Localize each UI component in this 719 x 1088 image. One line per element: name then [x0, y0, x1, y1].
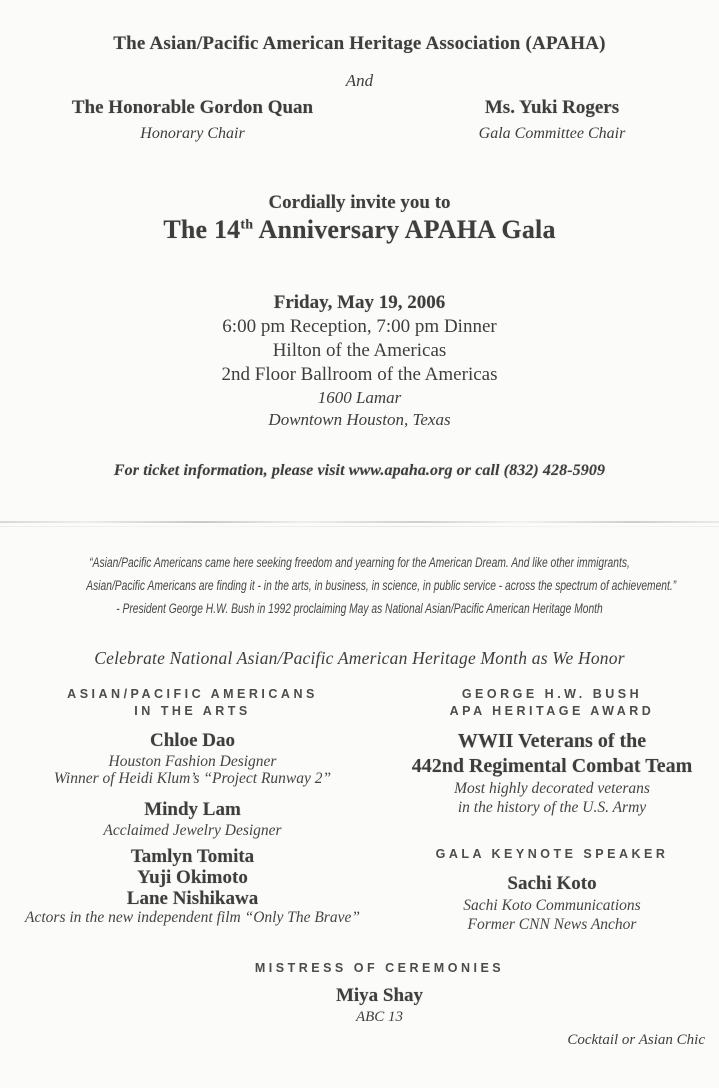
honoree-detail: Former CNN News Anchor	[467, 916, 637, 933]
honoree-name: Lane Nishikawa	[126, 888, 259, 909]
honoree-detail: in the history of the U.S. Army	[457, 799, 647, 816]
honorary-chair-title: Honorary Chair	[140, 125, 245, 142]
mistress-header: MISTRESS OF CEREMONIES	[254, 961, 505, 975]
event-city: Downtown Houston, Texas	[268, 410, 451, 429]
gala-committee-chair	[385, 95, 719, 147]
mistress-detail: ABC 13	[355, 1009, 404, 1025]
quote-block	[0, 551, 719, 620]
honoree-name: Tamlyn Tomita	[130, 846, 255, 867]
organization-title: The Asian/Pacific American Heritage Association (APAHA)	[113, 33, 606, 54]
and-label: And	[345, 71, 374, 90]
gala-committee-chair-title: Gala Committee Chair	[478, 125, 626, 142]
honoree-detail: Most highly decorated veterans	[454, 780, 650, 797]
keynote-speaker-header: GALA KEYNOTE SPEAKER	[435, 847, 669, 861]
quote-attribution: - President George H.W. Bush in 1992 proclaiming May as National Asian/Pacific American Heritage Month	[116, 601, 603, 616]
honoree-detail: Sachi Koto Communications	[463, 897, 641, 914]
quote-line-2: Asian/Pacific Americans are finding it - in the arts, in business, in science, in public service - across the spectrum of achievement.”	[86, 578, 677, 593]
honorary-chair	[0, 95, 385, 147]
chairs-row	[0, 95, 719, 147]
quote-line-1: “Asian/Pacific Americans came here seeking freedom and yearning for the American Dream. And like other immigrants,	[89, 555, 630, 570]
honorees-columns	[0, 686, 719, 934]
mistress-of-ceremonies-block	[20, 960, 719, 1026]
dress-code-note: Cocktail or Asian Chic	[567, 1032, 705, 1048]
gala-title-prefix: The 14	[163, 215, 241, 244]
bush-award-header-line2: APA HERITAGE AWARD	[449, 704, 655, 718]
honoree-group-mindy-lam	[0, 798, 385, 839]
honoree-group-keynote	[385, 872, 719, 934]
honoree-name: Mindy Lam	[144, 799, 241, 820]
honoree-name: Yuji Okimoto	[137, 867, 248, 888]
event-schedule: 6:00 pm Reception, 7:00 pm Dinner	[222, 316, 497, 337]
gala-title-suffix: Anniversary APAHA Gala	[253, 215, 556, 244]
invite-line: Cordially invite you to	[268, 192, 451, 213]
honoree-name: Sachi Koto	[507, 873, 597, 894]
arts-header-line1: ASIAN/PACIFIC AMERICANS	[67, 687, 318, 701]
honoree-detail: Houston Fashion Designer	[108, 753, 277, 770]
event-address: 1600 Lamar	[317, 388, 402, 407]
honoree-group-wwii-veterans	[385, 729, 719, 817]
arts-header-line2: IN THE ARTS	[134, 704, 251, 718]
ticket-info-line: For ticket information, please visit www.apaha.org or call (832) 428-5909	[113, 462, 606, 479]
event-date: Friday, May 19, 2006	[273, 292, 446, 313]
honoree-name: WWII Veterans of the	[457, 730, 647, 752]
gala-committee-chair-name: Ms. Yuki Rogers	[484, 97, 620, 118]
honoree-name: 442nd Regimental Combat Team	[411, 755, 693, 777]
event-venue: Hilton of the Americas	[272, 340, 447, 361]
honoree-detail: Acclaimed Jewelry Designer	[103, 822, 282, 839]
honorees-right-column	[385, 686, 719, 934]
honoree-detail: Actors in the new independent film “Only The Brave”	[25, 909, 360, 926]
gala-title	[0, 215, 719, 245]
mistress-name: Miya Shay	[335, 985, 424, 1006]
honorary-chair-name: The Honorable Gordon Quan	[71, 97, 314, 118]
honoree-group-actors	[0, 846, 385, 926]
celebrate-line: Celebrate National Asian/Pacific American Heritage Month as We Honor	[94, 648, 625, 668]
honoree-group-chloe-dao	[0, 729, 385, 787]
fold-crease-line	[0, 521, 719, 527]
honoree-detail: Winner of Heidi Klum’s “Project Runway 2”	[53, 770, 332, 787]
bush-award-header-line1: GEORGE H.W. BUSH	[461, 687, 643, 701]
event-details	[0, 291, 719, 431]
event-room: 2nd Floor Ballroom of the Americas	[221, 364, 498, 385]
honorees-left-column	[0, 686, 385, 934]
gala-title-ordinal: th	[240, 217, 254, 233]
honoree-name: Chloe Dao	[150, 730, 235, 751]
